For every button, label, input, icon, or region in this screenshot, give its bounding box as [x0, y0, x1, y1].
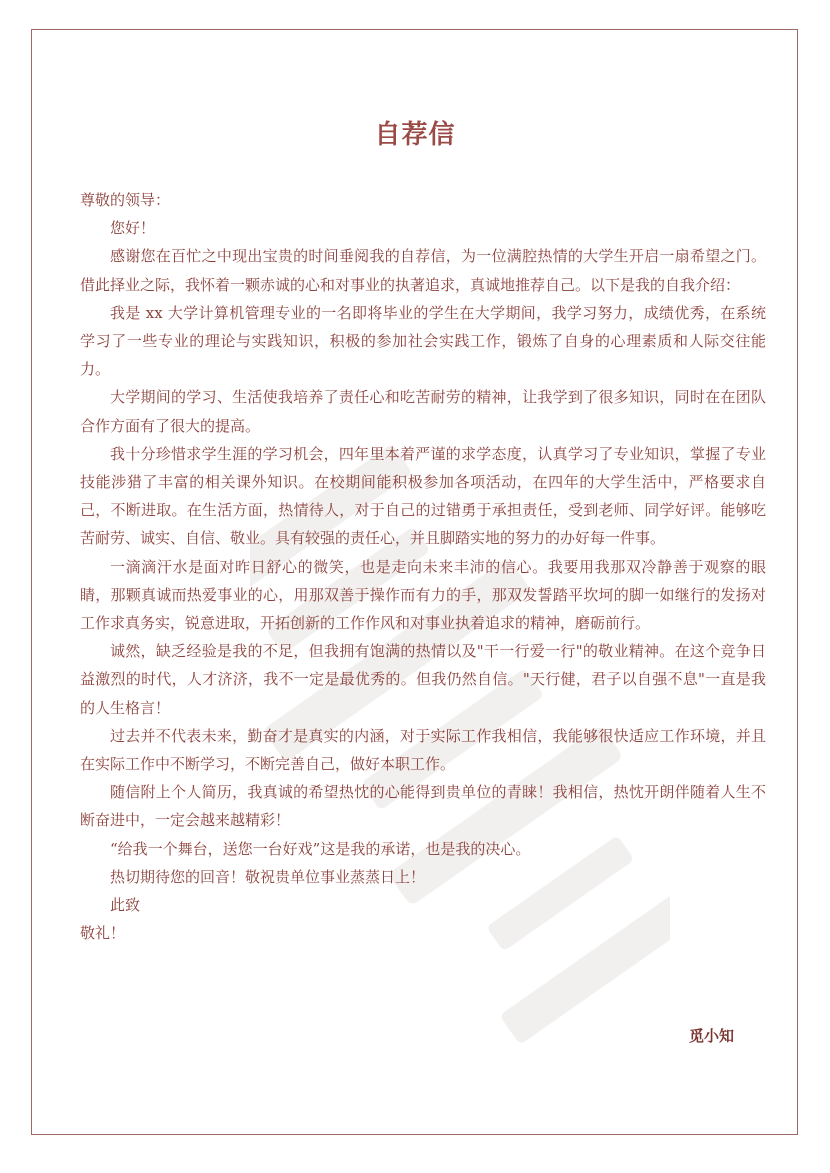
closing-regards: 敬礼！: [80, 924, 126, 943]
paragraph-resume: 随信附上个人简历，我真诚的希望热忱的心能得到贵单位的青睐！我相信，热忱开朗伴随着人生不断奋进中，一定会越来越精彩！: [80, 783, 766, 830]
greeting: 尊敬的领导：: [80, 191, 171, 209]
paragraph-intro: 感谢您在百忙之中现出宝贵的时间垂阅我的自荐信，为一位满腔热情的大学生开启一扇希望之门。借此择业之际，我怀着一颗赤诚的心和对事业的执著追求，真诚地推荐自己。以下是我的自我介绍：: [80, 247, 766, 294]
paragraph-university-life: 大学期间的学习、生活使我培养了责任心和吃苦耐劳的精神，让我学到了很多知识，同时在在团队合作方面有了很大的提高。: [80, 388, 766, 435]
paragraph-promise: “给我一个舞台，送您一台好戏”这是我的承诺，也是我的决心。: [110, 839, 531, 858]
paragraph-shortcoming: 诚然，缺乏经验是我的不足，但我拥有饱满的热情以及"干一行爱一行"的敬业精神。在这个竞争日益激烈的时代，人才济济，我不一定是最优秀的。但我仍然自信。"天行健，君子以自强不息"一直是我的人生格言！: [80, 642, 766, 717]
paragraph-effort: 一滴滴汗水是面对昨日舒心的微笑，也是走向未来丰沛的信心。我要用我那双冷静善于观察的眼睛，那颗真诚而热爱事业的心，用那双善于操作而有力的手，那双发誓踏平坎坷的脚一如继行的发扬对工作求真务实，锐意进取，开拓创新的工作作风和对事业执着追求的精神，磨砺前行。: [80, 557, 766, 633]
letter-body: [80, 186, 766, 947]
paragraph-wishes: 热切期待您的回音！敬祝贵单位事业蒸蒸日上！: [110, 867, 426, 886]
closing-salutation: 此致: [110, 896, 141, 915]
signature: 觅小知: [688, 1027, 734, 1045]
paragraph-study: 我十分珍惜求学生涯的学习机会，四年里本着严谨的求学态度，认真学习了专业知识，掌握了专业技能涉猎了丰富的相关课外知识。在校期间能积极参加各项活动，在四年的大学生活中，严格要求自己，不断进取。在生活方面，热情待人，对于自己的过错勇于承担责任，受到老师、同学好评。能够吃苦耐劳、诚实、自信、敬业。具有较强的责任心，并且脚踏实地的努力的办好每一件事。: [80, 444, 766, 548]
paragraph-background: 我是 xx 大学计算机管理专业的一名即将毕业的学生在大学期间，我学习努力，成绩优秀，在系统学习了一些专业的理论与实践知识，积极的参加社会实践工作，锻炼了自身的心理素质和人际交往能力。: [80, 303, 766, 379]
hello-line: 您好！: [110, 219, 156, 238]
letter-title: 自荐信: [374, 120, 456, 150]
paragraph-future: 过去并不代表未来，勤奋才是真实的内涵，对于实际工作我相信，我能够很快适应工作环境，并且在实际工作中不断学习，不断完善自己，做好本职工作。: [80, 726, 766, 774]
